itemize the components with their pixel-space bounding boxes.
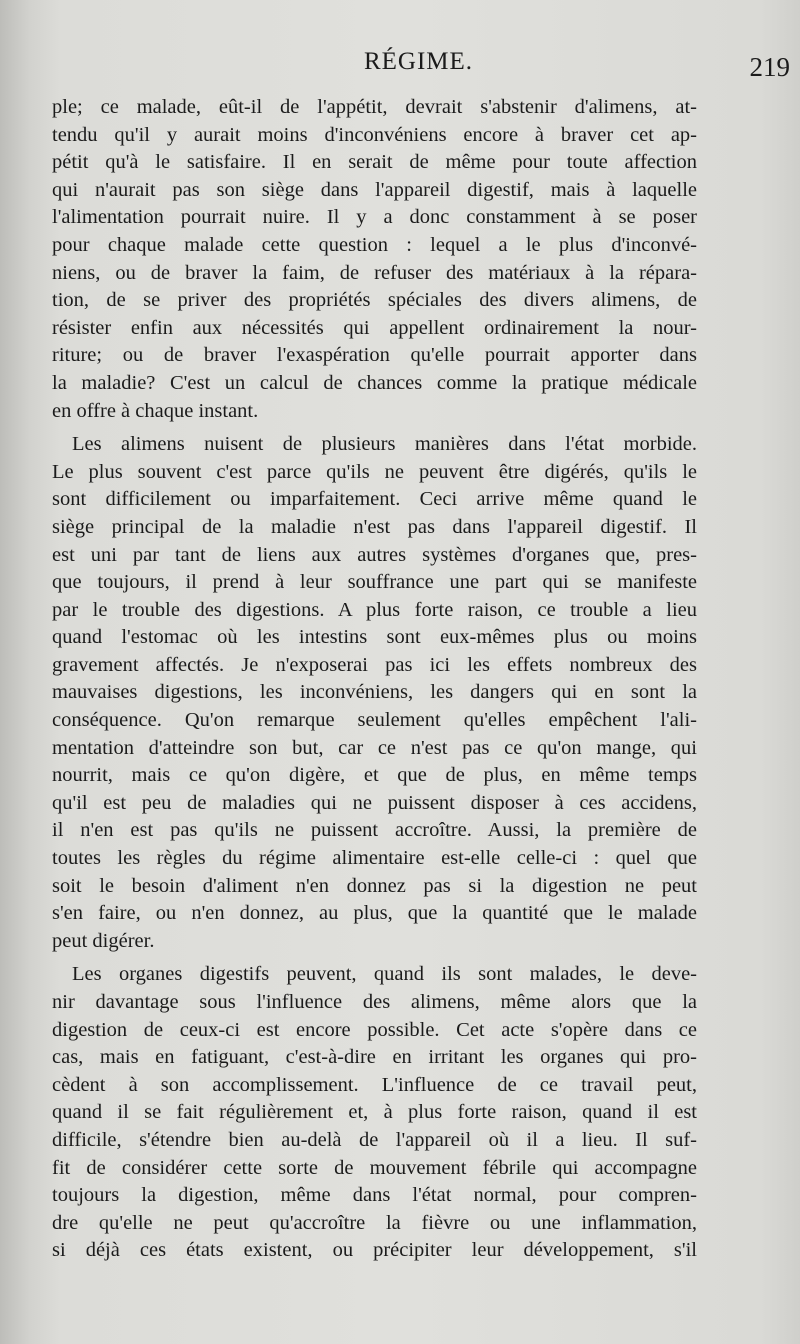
text-line: si déjà ces états existent, ou précipiter leur développement, s'il [52,1239,697,1262]
text-line: conséquence. Qu'on remarque seulement qu'elles empêchent l'ali- [52,709,697,732]
text-line: niens, ou de braver la faim, de refuser des matériaux à la répara- [52,261,697,284]
text-line: résister enfin aux nécessités qui appellent ordinairement la nour- [52,316,697,339]
text-line: fit de considérer cette sorte de mouvement fébrile qui accompagne [52,1156,697,1179]
paragraph-2 [52,431,697,955]
text-line: ple; ce malade, eût-il de l'appétit, devrait s'abstenir d'alimens, at- [52,96,697,118]
text-line: nir davantage sous l'influence des alimens, même alors que la [52,991,697,1013]
text-line: soit le besoin d'aliment n'en donnez pas si la digestion ne peut [52,874,697,897]
paragraph-1 [52,94,697,425]
text-line: quand l'estomac où les intestins sont eux-mêmes plus ou moins [52,626,697,649]
text-line: l'alimentation pourrait nuire. Il y a donc constamment à se poser [52,206,697,229]
paragraph-3 [52,961,697,1265]
text-line: tion, de se priver des propriétés spéciales des divers alimens, de [52,289,697,312]
page-number: 219 [749,52,790,82]
text-line: gravement affectés. Je n'exposerai pas ici les effets nombreux des [52,653,697,676]
text-line: toujours la digestion, même dans l'état normal, pour compren- [52,1184,697,1207]
text-line: que toujours, il prend à leur souffrance une part qui se manifeste [52,571,697,594]
text-line: qu'il est peu de maladies qui ne puissent disposer à ces accidens, [52,791,697,814]
text-line: toutes les règles du régime alimentaire est-elle celle-ci : quel que [52,847,697,870]
text-line: pour chaque malade cette question : lequel a le plus d'inconvé- [52,233,697,256]
text-line: nourrit, mais ce qu'on digère, et que de plus, en même temps [52,764,697,787]
text-line: s'en faire, ou n'en donnez, au plus, que la quantité que le malade [52,902,697,925]
text-line: quand il se fait régulièrement et, à plus forte raison, quand il est [52,1101,697,1124]
text-line: sont difficilement ou imparfaitement. Ceci arrive même quand le [52,488,697,511]
text-line: en offre à chaque instant. [52,399,259,422]
text-line: Les alimens nuisent de plusieurs manières dans l'état morbide. [72,433,697,456]
text-line: peut digérer. [52,929,155,952]
text-line: il n'en est pas qu'ils ne puissent accroître. Aussi, la première de [52,819,697,842]
text-line: difficile, s'étendre bien au-delà de l'appareil où il a lieu. Il suf- [52,1128,697,1151]
text-line: cèdent à son accomplissement. L'influence de ce travail peut, [52,1073,697,1096]
text-line: dre qu'elle ne peut qu'accroître la fièvre ou une inflammation, [52,1211,697,1234]
body-text [52,94,697,1265]
text-line: siège principal de la maladie n'est pas dans l'appareil digestif. Il [52,515,697,538]
running-head: RÉGIME. [363,48,474,75]
text-line: tendu qu'il y aurait moins d'inconvéniens encore à braver cet ap- [52,123,697,146]
text-line: digestion de ceux-ci est encore possible. Cet acte s'opère dans ce [52,1018,697,1041]
page-header [52,48,790,88]
text-line: Les organes digestifs peuvent, quand ils sont malades, le deve- [72,963,697,986]
text-line: pétit qu'à le satisfaire. Il en serait de même pour toute affection [52,151,697,174]
text-line: est uni par tant de liens aux autres systèmes d'organes que, pres- [52,543,697,566]
text-line: la maladie? C'est un calcul de chances comme la pratique médicale [52,371,697,394]
text-line: mentation d'atteindre son but, car ce n'est pas ce qu'on mange, qui [52,736,697,759]
text-line: qui n'aurait pas son siège dans l'appareil digestif, mais à laquelle [52,178,697,201]
text-line: cas, mais en fatiguant, c'est-à-dire en irritant les organes qui pro- [52,1046,697,1069]
text-line: par le trouble des digestions. A plus forte raison, ce trouble a lieu [52,598,697,621]
text-line: riture; ou de braver l'exaspération qu'elle pourrait apporter dans [52,344,697,367]
text-line: mauvaises digestions, les inconvéniens, les dangers qui en sont la [52,681,697,704]
text-line: Le plus souvent c'est parce qu'ils ne peuvent être digérés, qu'ils le [52,460,697,483]
